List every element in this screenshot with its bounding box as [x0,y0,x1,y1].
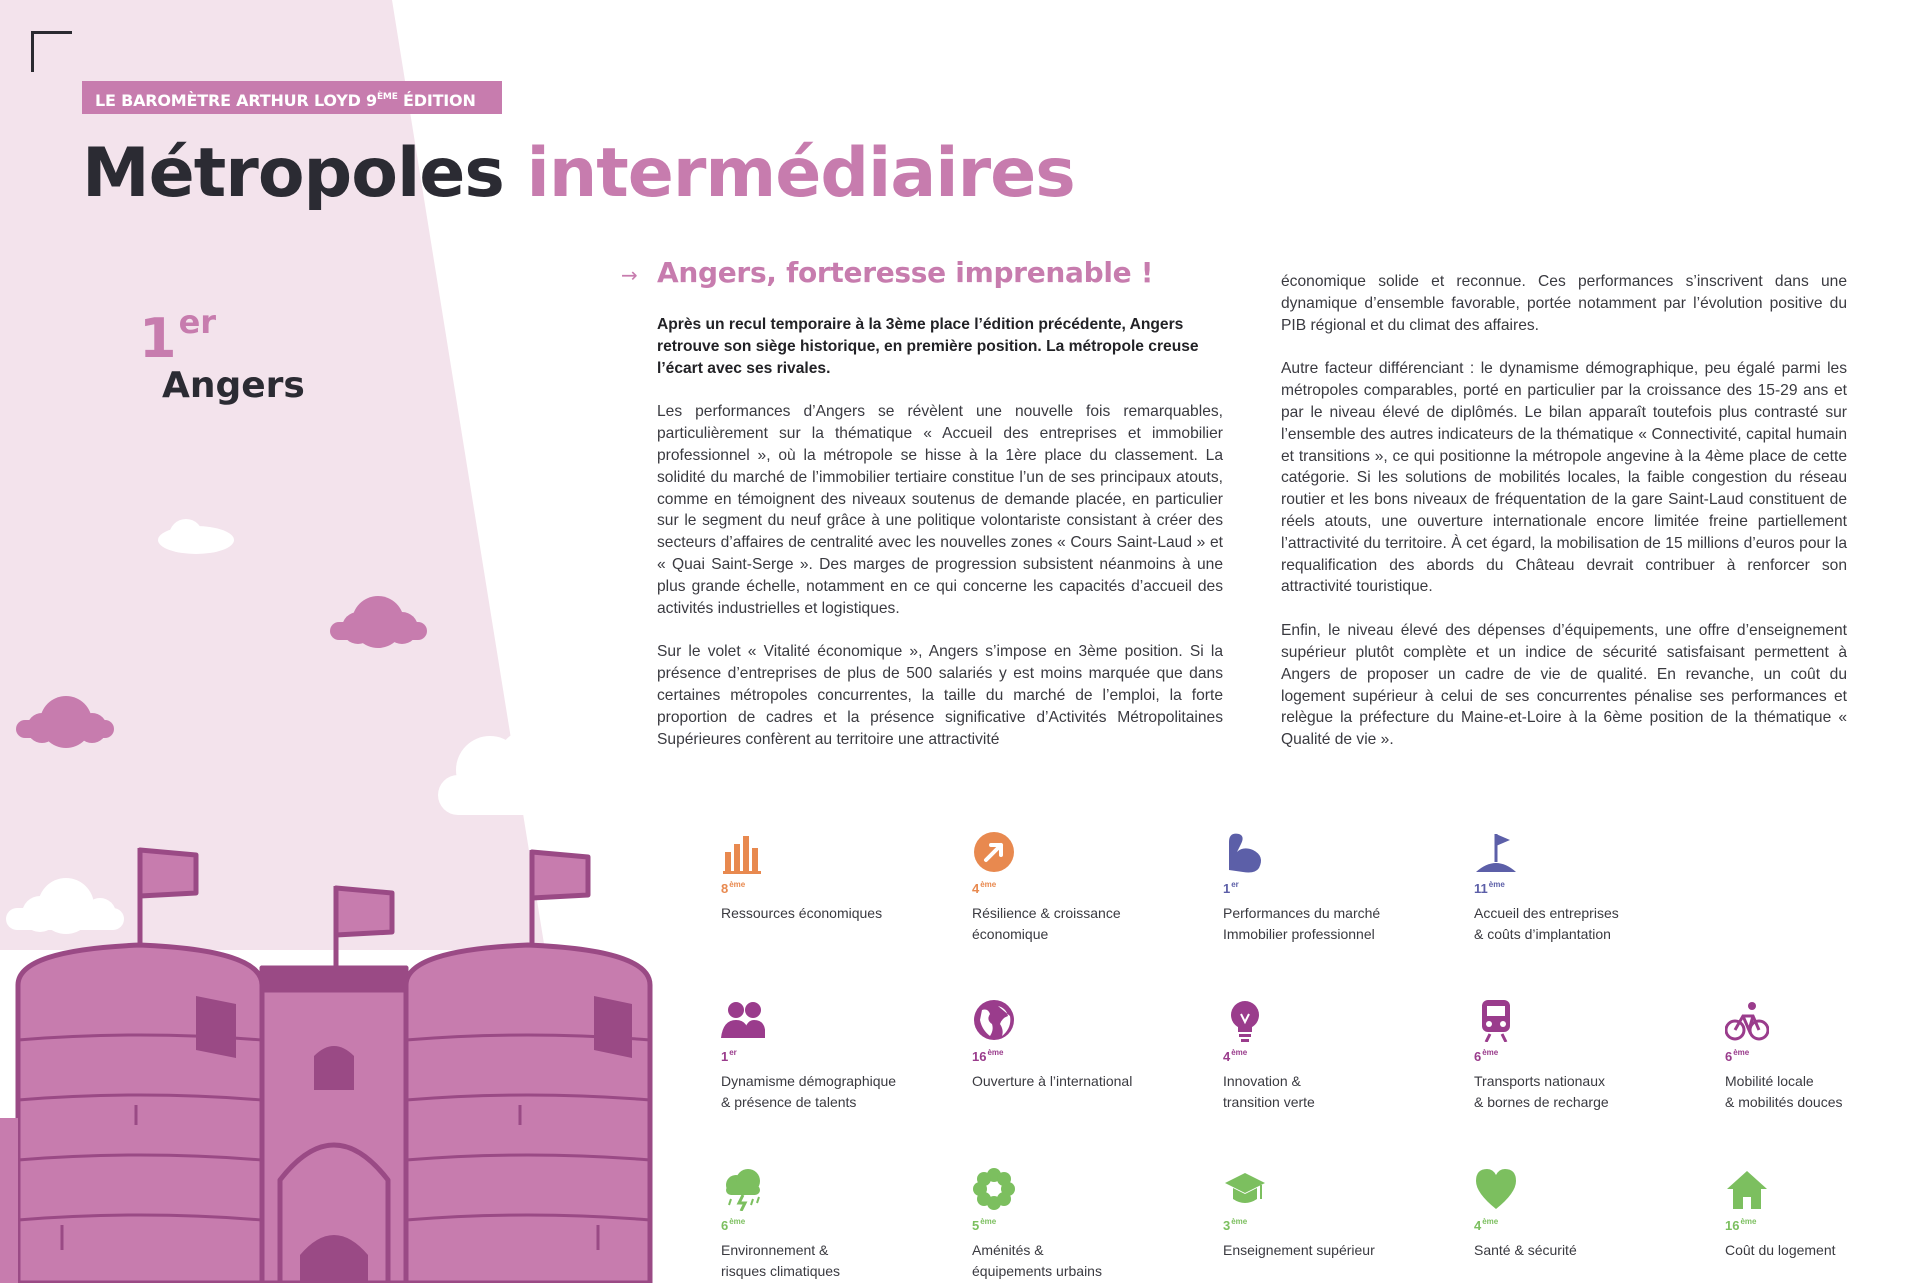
theme-label [721,903,961,924]
theme-label-line: Accueil des entreprises [1474,905,1619,921]
theme-label [1223,1240,1463,1261]
article-paragraph: économique solide et reconnue. Ces performances s’inscrivent dans une dynamique d’ensemble favorable, portée notamment par l’évolution positive du PIB régional et du climat des affaires. [1281,273,1847,334]
theme-rank-number: 3 [1223,1218,1231,1233]
theme-tile [721,830,961,940]
theme-rank-suffix: ème [1231,1217,1248,1226]
theme-rank-number: 11 [1474,881,1488,896]
theme-rank [1223,1048,1247,1064]
theme-rank [1725,1217,1756,1233]
theme-label-line: & bornes de recharge [1474,1094,1609,1110]
theme-tile [721,1167,961,1277]
flexed-arm-icon [1223,830,1267,874]
theme-label-line: équipements urbains [972,1263,1102,1279]
theme-tile [1474,830,1714,940]
house-icon [1725,1167,1769,1211]
theme-label-line: Innovation & [1223,1073,1301,1089]
theme-label-line: Coût du logement [1725,1242,1836,1258]
theme-rank [1474,1048,1498,1064]
theme-rank-suffix: ème [1740,1217,1757,1226]
theme-rank-number: 16 [1725,1218,1740,1233]
theme-label-line: transition verte [1223,1094,1315,1110]
theme-rank-number: 4 [1223,1049,1231,1064]
page-title-pink: intermédiaires [526,134,1075,213]
theme-rank-suffix: ème [980,880,997,889]
theme-rank-suffix: ème [1482,1048,1499,1057]
theme-label [1725,1071,1920,1113]
article-column-right [1281,271,1847,773]
theme-tile [1474,998,1714,1108]
train-icon [1474,998,1518,1042]
theme-label-line: & présence de talents [721,1094,857,1110]
page-title [82,134,1075,214]
theme-rank [721,880,745,896]
lightbulb-icon [1223,998,1267,1042]
edition-badge: LE BAROMÈTRE ARTHUR LOYD 9ÈME ÉDITION [82,81,502,114]
globe-icon [972,998,1016,1042]
people-icon [721,998,765,1042]
growth-arrow-icon [972,830,1016,874]
theme-rank-number: 6 [721,1218,729,1233]
section-heading: Angers, forteresse imprenable ! [657,256,1154,289]
theme-label [972,903,1212,945]
theme-rank-suffix: ème [729,880,746,889]
theme-label-line: risques climatiques [721,1263,841,1279]
theme-label-line: Santé & sécurité [1474,1242,1577,1258]
theme-rank [1223,1217,1247,1233]
theme-rank-suffix: er [1231,880,1239,889]
storm-cloud-icon [721,1167,765,1211]
flag-on-hill-icon [1474,830,1518,874]
theme-label-line: Mobilité locale [1725,1073,1814,1089]
theme-rank [972,880,996,896]
article-column-left [657,314,1223,772]
theme-tile [1725,998,1920,1108]
theme-tile [972,998,1212,1108]
theme-rank-suffix: er [729,1048,737,1057]
theme-label-line: & coûts d’implantation [1474,926,1611,942]
theme-label [1223,903,1463,945]
castle-side-wall [0,1118,18,1283]
theme-tile [972,830,1212,940]
theme-rank-number: 8 [721,881,729,896]
theme-tile [1474,1167,1714,1277]
theme-label [1474,1071,1714,1113]
theme-rank-number: 6 [1474,1049,1482,1064]
theme-rank-number: 1 [1223,881,1231,896]
arrow-right-icon: → [621,263,638,287]
city-rank: 1er [139,303,217,370]
bar-chart-icon [721,830,765,874]
theme-rank [972,1048,1003,1064]
theme-rank-suffix: ème [1482,1217,1499,1226]
theme-rank-suffix: ème [980,1217,997,1226]
theme-rank-suffix: ème [1733,1048,1750,1057]
theme-label [972,1240,1212,1282]
theme-rank-suffix: ème [729,1217,746,1226]
article-paragraph: Enfin, le niveau élevé des dépenses d’équipements, une offre d’enseignement supérieur plutôt complète et un indice de sécurité satisfaisant permettent à Angers de proposer un cadre de vie de qualité. En revanche, un coût du logement supérieur à celui de ses concurrentes pénalise ses performances et relègue la préfecture du Maine-et-Loire à la 6ème position de la thématique « Qualité de vie ». [1281,622,1847,749]
theme-label [721,1071,961,1113]
theme-label-line: économique [972,926,1049,942]
theme-label-line: Environnement & [721,1242,829,1258]
theme-label-line: Résilience & croissance [972,905,1121,921]
theme-label [1474,1240,1714,1261]
theme-label-line: Immobilier professionnel [1223,926,1375,942]
theme-label-line: Enseignement supérieur [1223,1242,1375,1258]
article-paragraph: Sur le volet « Vitalité économique », Angers s’impose en 3ème position. Si la présence d’entreprises de plus de 500 salariés y est moins marquée que dans certaines métropoles concurrentes, la taille du marché de l’emploi, la forte proportion de cadres et la présence significative d’Activités Métropolitaines Supérieures confèrent au territoire une attractivité [657,643,1223,748]
theme-rank-number: 4 [1474,1218,1482,1233]
corner-crop-mark [31,31,72,72]
theme-label [1725,1240,1920,1261]
article-lead: Après un recul temporaire à la 3ème place l’édition précédente, Angers retrouve son siège historique, en première position. La métropole creuse l’écart avec ses rivales. [657,316,1199,377]
theme-label-line: & mobilités douces [1725,1094,1843,1110]
theme-tile [1223,830,1463,940]
theme-rank [1725,1048,1749,1064]
theme-tile [721,998,961,1108]
theme-rank [972,1217,996,1233]
theme-rank-number: 6 [1725,1049,1733,1064]
bicycle-icon [1725,998,1769,1042]
heart-icon [1474,1167,1518,1211]
theme-tile [1223,998,1463,1108]
theme-rank-suffix: ème [1488,880,1505,889]
theme-tile [1725,1167,1920,1277]
theme-rank-suffix: ème [1231,1048,1248,1057]
theme-tile [972,1167,1212,1277]
theme-label-line: Dynamisme démographique [721,1073,897,1089]
theme-rank-number: 1 [721,1049,729,1064]
theme-rank [1474,880,1505,896]
theme-label-line: Performances du marché [1223,905,1381,921]
theme-label-line: Ouverture à l’international [972,1073,1133,1089]
theme-label [1223,1071,1463,1113]
article-paragraph: Autre facteur différenciant : le dynamisme démographique, peu égalé parmi les métropoles comparables, porté en particulier par la croissance des 15-29 ans et par le niveau élevé de diplômés. Le bilan apparaît toutefois plus contrasté sur l’ensemble des autres indicateurs de la thématique « Connectivité, capital humain et transitions », ce qui positionne la métropole angevine à la 4ème place de cette catégorie. Si les solutions de mobilités locales, la faible congestion du réseau routier et les bons niveaux de fréquentation de la gare Saint-Laud constituent de réels atouts, une ouverture internationale encore limitée freine partiellement l’attractivité du territoire. À cet égard, la mobilisation de 15 millions d’euros pour la requalification des abords du Château devrait contribuer à renforcer son attractivité touristique. [1281,360,1847,596]
theme-label [721,1240,961,1282]
theme-rank-number: 4 [972,881,980,896]
city-name: Angers [162,365,305,406]
theme-rank [1223,880,1239,896]
theme-rank-suffix: ème [987,1048,1004,1057]
theme-tile [1223,1167,1463,1277]
theme-label-line: Ressources économiques [721,905,883,921]
theme-label [1474,903,1714,945]
flower-icon [972,1167,1016,1211]
theme-label-line: Aménités & [972,1242,1044,1258]
article-paragraph: Les performances d’Angers se révèlent une nouvelle fois remarquables, particulièrement sur la thématique « Accueil des entreprises et immobilier professionnel », où la métropole se hisse à la 1ère place du classement. La solidité du marché de l’immobilier tertiaire constitue l’un de ses principaux atouts, comme en témoignent des niveaux soutenus de demande placée, en particulier sur le segment du neuf grâce à une politique volontariste consistant à créer des secteurs d’affaires de centralité avec les nouvelles zones « Cours Saint-Laud » et « Quai Saint-Serge ». Des marges de progression subsistent néanmoins à une plus grande échelle, notamment en ce qui concerne les capacités d’accueil des activités industrielles et logistiques. [657,403,1223,617]
theme-rank [721,1048,737,1064]
theme-rank-number: 16 [972,1049,987,1064]
theme-rank-number: 5 [972,1218,980,1233]
graduation-cap-icon [1223,1167,1267,1211]
theme-label [972,1071,1212,1092]
theme-rank [721,1217,745,1233]
page-title-dark: Métropoles [82,134,504,213]
theme-label-line: Transports nationaux [1474,1073,1605,1089]
theme-rank [1474,1217,1498,1233]
